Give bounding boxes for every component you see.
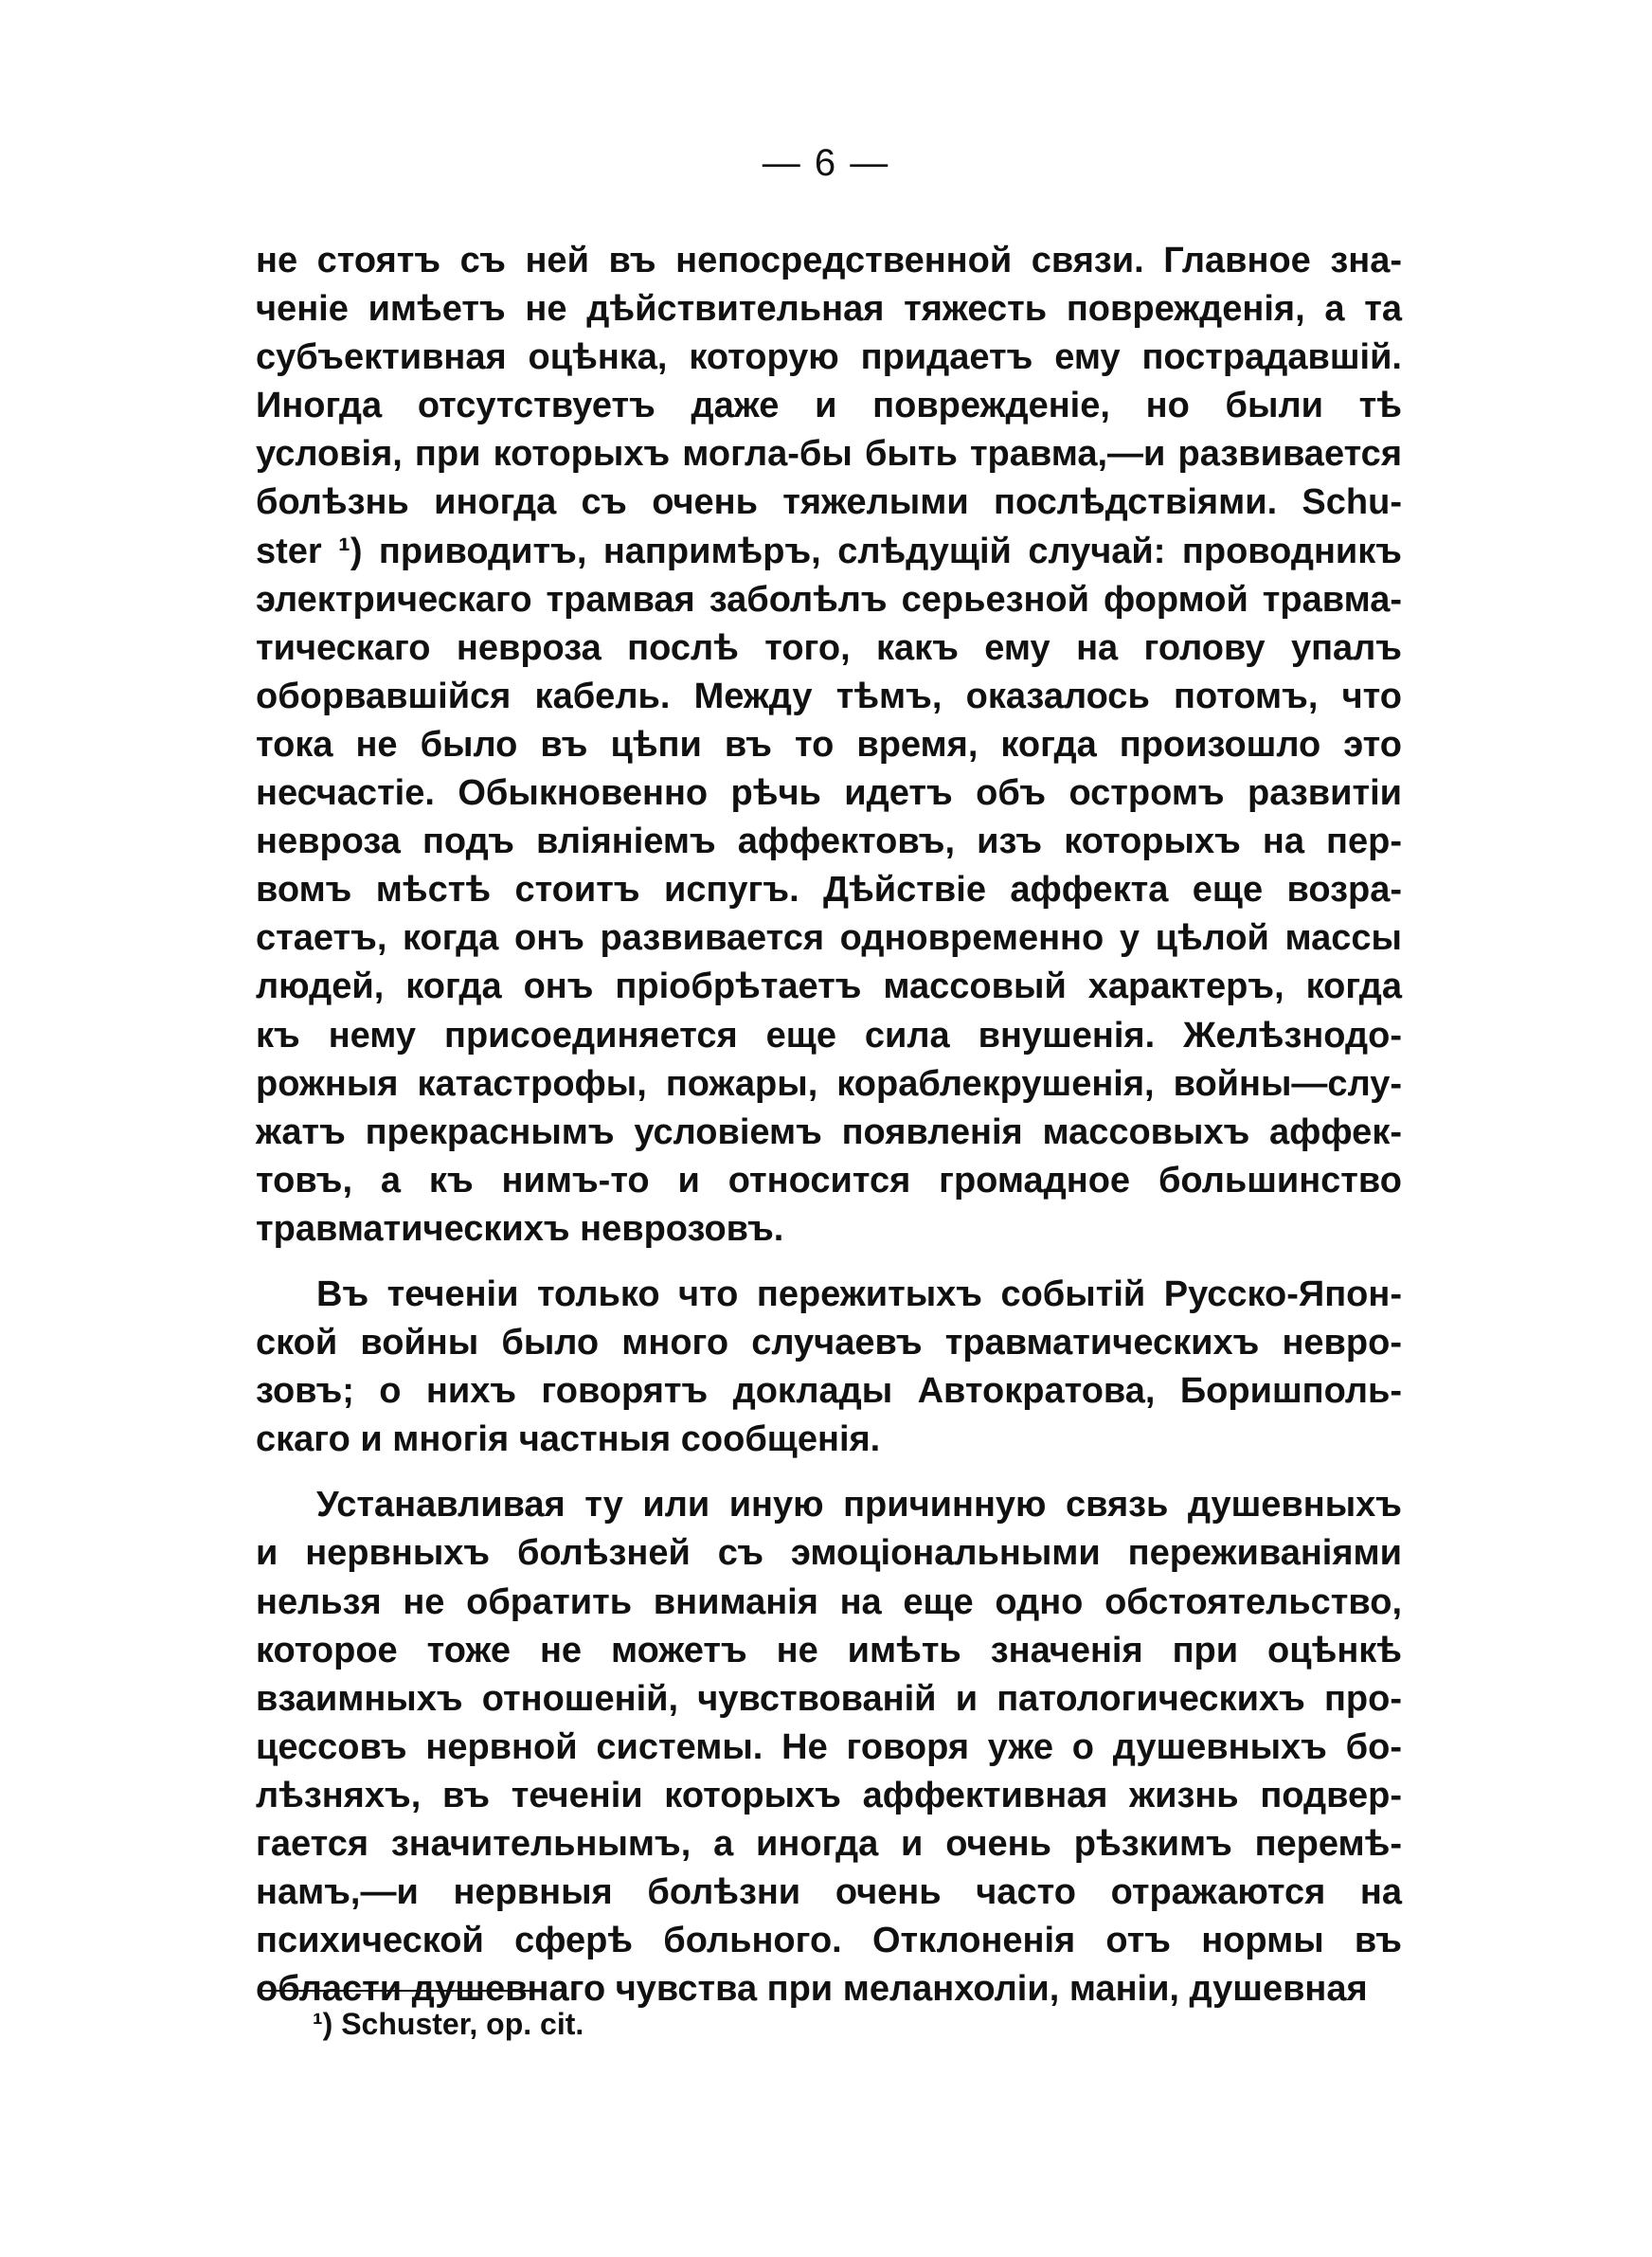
text-line: вомъ мѣстѣ стоитъ испугъ. Дѣйствіе аффекта еще возра-	[256, 870, 1402, 911]
text-line: ченіе имѣетъ не дѣйствительная тяжесть поврежденія, а та	[256, 289, 1402, 330]
paragraph-gap	[256, 1464, 1402, 1481]
text-line: къ нему присоединяется еще сила внушенія. Желѣзнодо-	[256, 1015, 1402, 1056]
text-line: гается значительнымъ, а иногда и очень рѣзкимъ перемѣ-	[256, 1824, 1402, 1864]
text-line: рожныя катастрофы, пожары, кораблекрушенія, войны—слу-	[256, 1063, 1402, 1104]
text-line: которое тоже не можетъ не имѣть значенія при оцѣнкѣ	[256, 1630, 1402, 1670]
text-line: товъ, а къ нимъ-то и относится громадное большинство	[256, 1160, 1402, 1201]
text-line: намъ,—и нервныя болѣзни очень часто отражаются на	[256, 1872, 1402, 1913]
text-line: людей, когда онъ пріобрѣтаетъ массовый характеръ, когда	[256, 966, 1402, 1007]
text-line: невроза подъ вліяніемъ аффектовъ, изъ которыхъ на пер-	[256, 822, 1402, 862]
text-line: оборвавшійся кабель. Между тѣмъ, оказалось потомъ, что	[256, 676, 1402, 716]
text-line: электрическаго трамвая заболѣлъ серьезной формой травма-	[256, 579, 1402, 620]
text-line: стаетъ, когда онъ развивается одновременно у цѣлой массы	[256, 918, 1402, 959]
text-line: Устанавливая ту или иную причинную связь душевныхъ	[316, 1485, 1402, 1526]
text-line: болѣзнь иногда съ очень тяжелыми послѣдствіями. Schu-	[256, 482, 1402, 523]
text-line: скаго и многія частныя сообщенія.	[256, 1419, 881, 1460]
text-line: субъективная оцѣнка, которую придаетъ ему пострадавшій.	[256, 337, 1402, 378]
paragraph	[256, 237, 1402, 1254]
text-line: зовъ; о нихъ говорятъ доклады Автократова, Боришполь-	[256, 1371, 1402, 1412]
text-line: нельзя не обратить вниманія на еще одно обстоятельство,	[256, 1581, 1402, 1622]
text-line: лѣзняхъ, въ теченіи которыхъ аффективная жизнь подвер-	[256, 1775, 1402, 1815]
paragraph	[256, 1481, 1402, 2013]
text-line: области душевнаго чувства при меланхоліи, маніи, душевная	[256, 1969, 1368, 2010]
paragraph	[256, 1271, 1402, 1464]
text-line: и нервныхъ болѣзней съ эмоціональными переживаніями	[256, 1533, 1402, 1574]
text-line: ской войны было много случаевъ травматическихъ невро-	[256, 1323, 1402, 1363]
text-line: условія, при которыхъ могла-бы быть травма,—и развивается	[256, 434, 1402, 475]
text-line: цессовъ нервной системы. Не говоря уже о душевныхъ бо-	[256, 1726, 1402, 1767]
text-line: не стоятъ съ ней въ непосредственной связи. Главное зна-	[256, 241, 1402, 280]
paragraph-gap	[256, 1254, 1402, 1271]
body-text	[256, 237, 1402, 2013]
text-line: Иногда отсутствуетъ даже и поврежденіе, но были тѣ	[256, 386, 1402, 426]
footnote-rule	[258, 1990, 542, 1992]
text-line: психической сферѣ больного. Отклоненія отъ нормы въ	[256, 1921, 1402, 1961]
text-line: жатъ прекраснымъ условіемъ появленія массовыхъ аффек-	[256, 1111, 1402, 1152]
text-line: взаимныхъ отношеній, чувствованій и патологическихъ про-	[256, 1678, 1402, 1719]
text-line: ster ¹) приводитъ, напримѣръ, слѣдущій случай: проводникъ	[256, 531, 1402, 571]
text-line: тока не было въ цѣпи въ то время, когда произошло это	[256, 724, 1402, 765]
text-line: тическаго невроза послѣ того, какъ ему на голову упалъ	[256, 627, 1402, 668]
text-line: несчастіе. Обыкновенно рѣчь идетъ объ остромъ развитіи	[256, 773, 1402, 814]
footnote: ¹) Schuster, op. cit.	[313, 2007, 584, 2041]
text-line: Въ теченіи только что пережитыхъ событій Русско-Япон-	[316, 1273, 1402, 1314]
text-line: травматическихъ неврозовъ.	[256, 1208, 784, 1249]
page-number: — 6 —	[762, 142, 890, 184]
